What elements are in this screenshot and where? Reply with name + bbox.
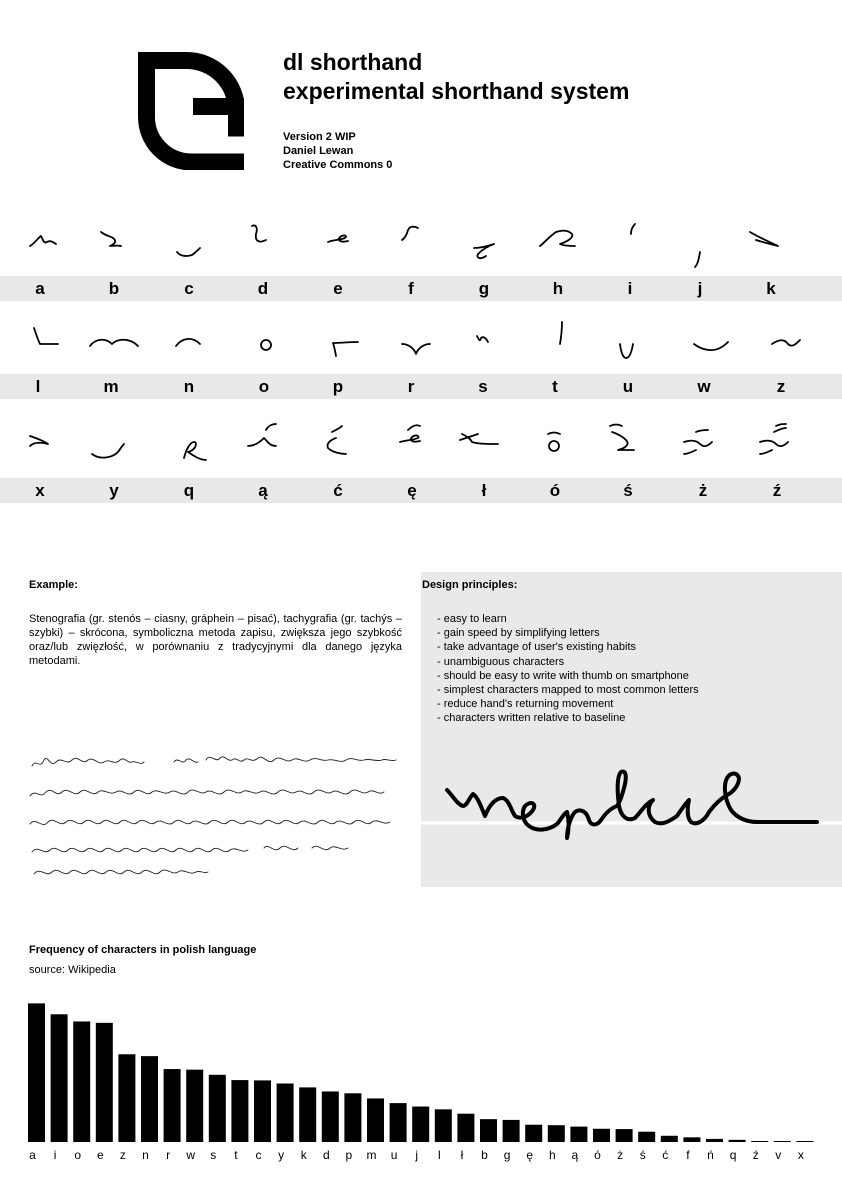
license-label: Creative Commons 0 [283, 159, 393, 171]
glyph-ś [610, 425, 634, 451]
logo [138, 52, 244, 170]
tick-label-u: u [390, 1148, 398, 1162]
letter-w: w [697, 377, 711, 396]
letter-p: p [332, 377, 344, 396]
letter-band-1 [0, 276, 842, 301]
letter-ź: ź [772, 481, 782, 500]
letter-o: o [258, 377, 270, 396]
glyph-ó [548, 433, 560, 452]
tick-label-y: y [278, 1148, 285, 1162]
bar-ó [593, 1129, 610, 1142]
list-item: - simplest characters mapped to most common letters [437, 684, 699, 697]
bar-t [231, 1080, 248, 1142]
letter-e: e [333, 279, 343, 298]
letter-k: k [766, 279, 776, 298]
glyph-n [176, 339, 200, 346]
tick-label-s: s [210, 1148, 217, 1162]
letter-c: c [184, 279, 194, 298]
letter-g: g [478, 279, 490, 298]
design-heading: Design principles: [422, 579, 518, 591]
example-text: Stenografia (gr. stenós – ciasny, gráphein – pisać), tachygrafia (gr. tachýs – szybki) – skrócona, symboliczna metoda zapisu, zwiększa jego szybkość oraz/lub zwięzłość, w porównaniu z tradycyjnymi dla danego języka metodami. [29, 613, 402, 667]
bar-v [774, 1141, 791, 1142]
glyph-c [177, 248, 200, 256]
tick-label-n: n [142, 1148, 149, 1162]
glyph-i [631, 224, 635, 234]
letter-b: b [108, 279, 120, 298]
tick-label-e: e [96, 1148, 104, 1162]
glyph-m [90, 340, 138, 346]
bar-ż [616, 1129, 633, 1142]
glyph-t [560, 322, 562, 344]
glyph-ć [327, 426, 346, 454]
bar-x [796, 1141, 813, 1142]
letter-d: d [257, 279, 269, 298]
title-line-2: experimental shorthand system [283, 78, 630, 104]
tick-label-z: z [119, 1148, 126, 1162]
glyph-ą [248, 424, 276, 446]
letter-m: m [103, 377, 119, 396]
tick-label-ź: ź [752, 1148, 759, 1162]
bar-ą [570, 1127, 587, 1142]
bar-q [729, 1140, 746, 1142]
bar-ł [457, 1114, 474, 1142]
letter-s: s [478, 377, 488, 396]
glyph-r [402, 344, 430, 354]
glyph-z [772, 340, 800, 346]
bar-u [390, 1103, 407, 1142]
tick-label-d: d [322, 1148, 330, 1162]
glyph-ż [684, 430, 712, 454]
tick-label-ó: ó [594, 1148, 601, 1162]
glyph-w [694, 342, 728, 350]
glyph-row-2 [0, 310, 842, 374]
tick-label-ć: ć [662, 1148, 669, 1162]
tick-label-ż: ż [617, 1148, 624, 1162]
glyph-b [101, 232, 121, 246]
frequency-bar-chart [0, 995, 842, 1165]
tick-label-k: k [300, 1148, 307, 1162]
glyph-ę [400, 425, 420, 442]
title-line-1: dl shorthand [283, 49, 423, 75]
glyph-row-1 [0, 212, 842, 276]
letter-ą: ą [258, 481, 268, 500]
list-item: - should be easy to write with thumb on smartphone [437, 669, 689, 682]
tick-label-a: a [29, 1148, 36, 1162]
glyph-l [34, 328, 58, 344]
shorthand-sample [421, 760, 842, 870]
glyph-e [328, 235, 348, 242]
document-meta [283, 130, 392, 172]
bar-p [344, 1093, 361, 1142]
letter-q: q [183, 481, 195, 500]
letter-l: l [35, 377, 41, 396]
tick-label-v: v [775, 1148, 782, 1162]
letter-z: z [776, 377, 786, 396]
tick-label-f: f [686, 1148, 690, 1162]
list-item: - easy to learn [437, 613, 507, 625]
bar-j [412, 1107, 429, 1142]
tick-label-x: x [797, 1148, 804, 1162]
bar-r [164, 1069, 181, 1142]
tick-label-ś: ś [639, 1148, 646, 1162]
letter-j: j [697, 279, 703, 298]
letter-ę: ę [407, 481, 417, 500]
bar-z [118, 1054, 135, 1142]
list-item: - unambiguous characters [437, 655, 565, 668]
glyph-ł [460, 434, 498, 444]
tick-label-q: q [729, 1148, 737, 1162]
glyph-d [252, 225, 266, 241]
tick-label-j: j [415, 1148, 419, 1162]
bar-a [28, 1003, 45, 1142]
letter-y: y [109, 481, 119, 500]
tick-label-w: w [186, 1148, 196, 1162]
list-item: - characters written relative to baseline [437, 712, 626, 725]
tick-label-ł: ł [460, 1148, 464, 1162]
frequency-title: Frequency of characters in polish language [29, 944, 257, 956]
letter-band-3 [0, 478, 842, 503]
letter-h: h [552, 279, 564, 298]
glyph-h [540, 231, 575, 246]
tick-label-p: p [345, 1148, 353, 1162]
bar-d [322, 1091, 339, 1142]
frequency-source: source: Wikipedia [29, 964, 116, 976]
tick-label-c: c [255, 1148, 262, 1162]
glyph-y [92, 444, 124, 458]
tick-label-r: r [166, 1148, 171, 1162]
glyph-p [333, 342, 358, 356]
bar-n [141, 1056, 158, 1142]
tick-label-ą: ą [571, 1148, 579, 1162]
tick-label-ę: ę [526, 1148, 534, 1162]
tick-label-h: h [548, 1148, 556, 1162]
bar-h [548, 1125, 565, 1142]
letter-i: i [627, 279, 633, 298]
glyph-j [695, 252, 700, 267]
letter-x: x [35, 481, 45, 500]
glyph-a [30, 236, 56, 246]
bar-ć [661, 1136, 678, 1142]
list-item: - gain speed by simplifying letters [437, 627, 600, 640]
example-heading: Example: [29, 579, 78, 591]
glyph-k [750, 232, 778, 246]
letter-u: u [622, 377, 634, 396]
handwritten-sample [28, 748, 402, 883]
letter-ż: ż [698, 481, 708, 500]
glyph-s [477, 336, 488, 342]
bar-ś [638, 1132, 655, 1142]
bar-c [254, 1080, 271, 1142]
letter-t: t [552, 377, 558, 396]
bar-k [299, 1087, 316, 1142]
page-title [283, 48, 629, 106]
bar-o [73, 1021, 90, 1142]
glyph-ź [760, 424, 788, 454]
letter-band-2 [0, 374, 842, 399]
version-label: Version 2 WIP [283, 131, 356, 143]
tick-label-g: g [503, 1148, 511, 1162]
tick-label-t: t [234, 1148, 238, 1162]
principles-list [437, 612, 699, 726]
bar-s [209, 1075, 226, 1142]
bar-f [683, 1137, 700, 1142]
bar-e [96, 1023, 113, 1142]
tick-label-o: o [74, 1148, 82, 1162]
letter-r: r [407, 377, 415, 396]
bar-l [435, 1109, 452, 1142]
letter-ó: ó [549, 481, 561, 500]
bar-ń [706, 1139, 723, 1142]
letter-ś: ś [623, 481, 633, 500]
bar-ź [751, 1141, 768, 1142]
glyph-q [184, 442, 206, 460]
letter-ć: ć [333, 481, 343, 500]
letter-ł: ł [481, 481, 487, 500]
tick-label-ń: ń [707, 1148, 714, 1162]
letter-f: f [408, 279, 414, 298]
glyph-row-3 [0, 412, 842, 476]
tick-label-b: b [481, 1148, 488, 1162]
bar-i [51, 1014, 68, 1142]
bar-w [186, 1070, 203, 1142]
glyph-f [402, 227, 418, 240]
glyph-u [620, 344, 633, 358]
author-label: Daniel Lewan [283, 145, 354, 157]
tick-label-i: i [53, 1148, 57, 1162]
list-item: - take advantage of user's existing habits [437, 641, 636, 654]
glyph-o [261, 340, 271, 350]
bar-y [277, 1084, 294, 1142]
tick-label-m: m [366, 1148, 377, 1162]
glyph-x [30, 436, 48, 446]
bar-m [367, 1098, 384, 1142]
bar-b [480, 1119, 497, 1142]
letter-a: a [35, 279, 45, 298]
letter-n: n [183, 377, 195, 396]
bar-ę [525, 1125, 542, 1142]
glyph-g [474, 244, 494, 258]
tick-label-l: l [437, 1148, 441, 1162]
bar-g [503, 1120, 520, 1142]
list-item: - reduce hand's returning movement [437, 698, 614, 711]
